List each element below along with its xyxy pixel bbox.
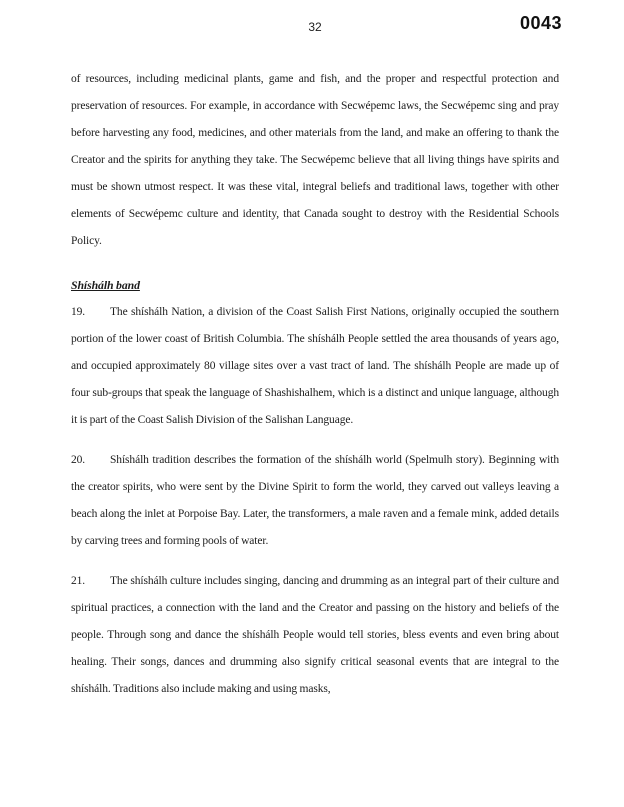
paragraph-number: 21. [71, 575, 86, 587]
section-heading: Shíshálh band [71, 278, 140, 292]
document-body [71, 66, 559, 703]
paragraph-text: The shíshálh culture includes singing, dancing and drumming as an integral part of their culture and spiritual practices, a connection with the land and the Creator and passing on the history and beliefs of the people. Through song and dance the shíshálh People would tell stories, bless events and even bring about healing. Their songs, dances and drumming also signify critical seasonal events that are integral to the shíshálh. Traditions also include making and using masks, [71, 575, 559, 695]
continuation-paragraph: of resources, including medicinal plants, game and fish, and the proper and respectful protection and preservation of resources. For example, in accordance with Secwépemc laws, the Secwépemc sing and pray before harvesting any food, medicines, and other materials from the land, and make an offering to thank the Creator and the spirits for anything they take. The Secwépemc believe that all living things have spirits and must be shown utmost respect. It was these vital, integral beliefs and traditional laws, together with other elements of Secwépemc culture and identity, that Canada sought to destroy with the Residential Schools Policy. [71, 73, 559, 247]
paragraph-text: The shíshálh Nation, a division of the Coast Salish First Nations, originally occupied the southern portion of the lower coast of British Columbia. The shíshálh People settled the area thousands of years ago, and occupied approximately 80 village sites over a vast tract of land. The shíshálh People are made up of four sub-groups that speak the language of Shashishalhem, which is a distinct and unique language, although it is part of the Coast Salish Division of the Salishan Language. [71, 306, 559, 426]
page-number: 32 [308, 20, 322, 34]
paragraph-text: Shíshálh tradition describes the formation of the shíshálh world (Spelmulh story). Beginning with the creator spirits, who were sent by the Divine Spirit to form the world, they carved out valleys leaving a beach along the inlet at Porpoise Bay. Later, the transformers, a male raven and a female mink, added details by carving trees and forming pools of water. [71, 454, 559, 547]
bates-stamp: 0043 [519, 13, 562, 33]
paragraph-number: 20. [71, 454, 86, 466]
numbered-paragraph-20 [71, 447, 559, 555]
numbered-paragraph-19 [71, 299, 559, 434]
numbered-paragraph-21 [71, 568, 559, 703]
paragraph-number: 19. [71, 306, 86, 318]
